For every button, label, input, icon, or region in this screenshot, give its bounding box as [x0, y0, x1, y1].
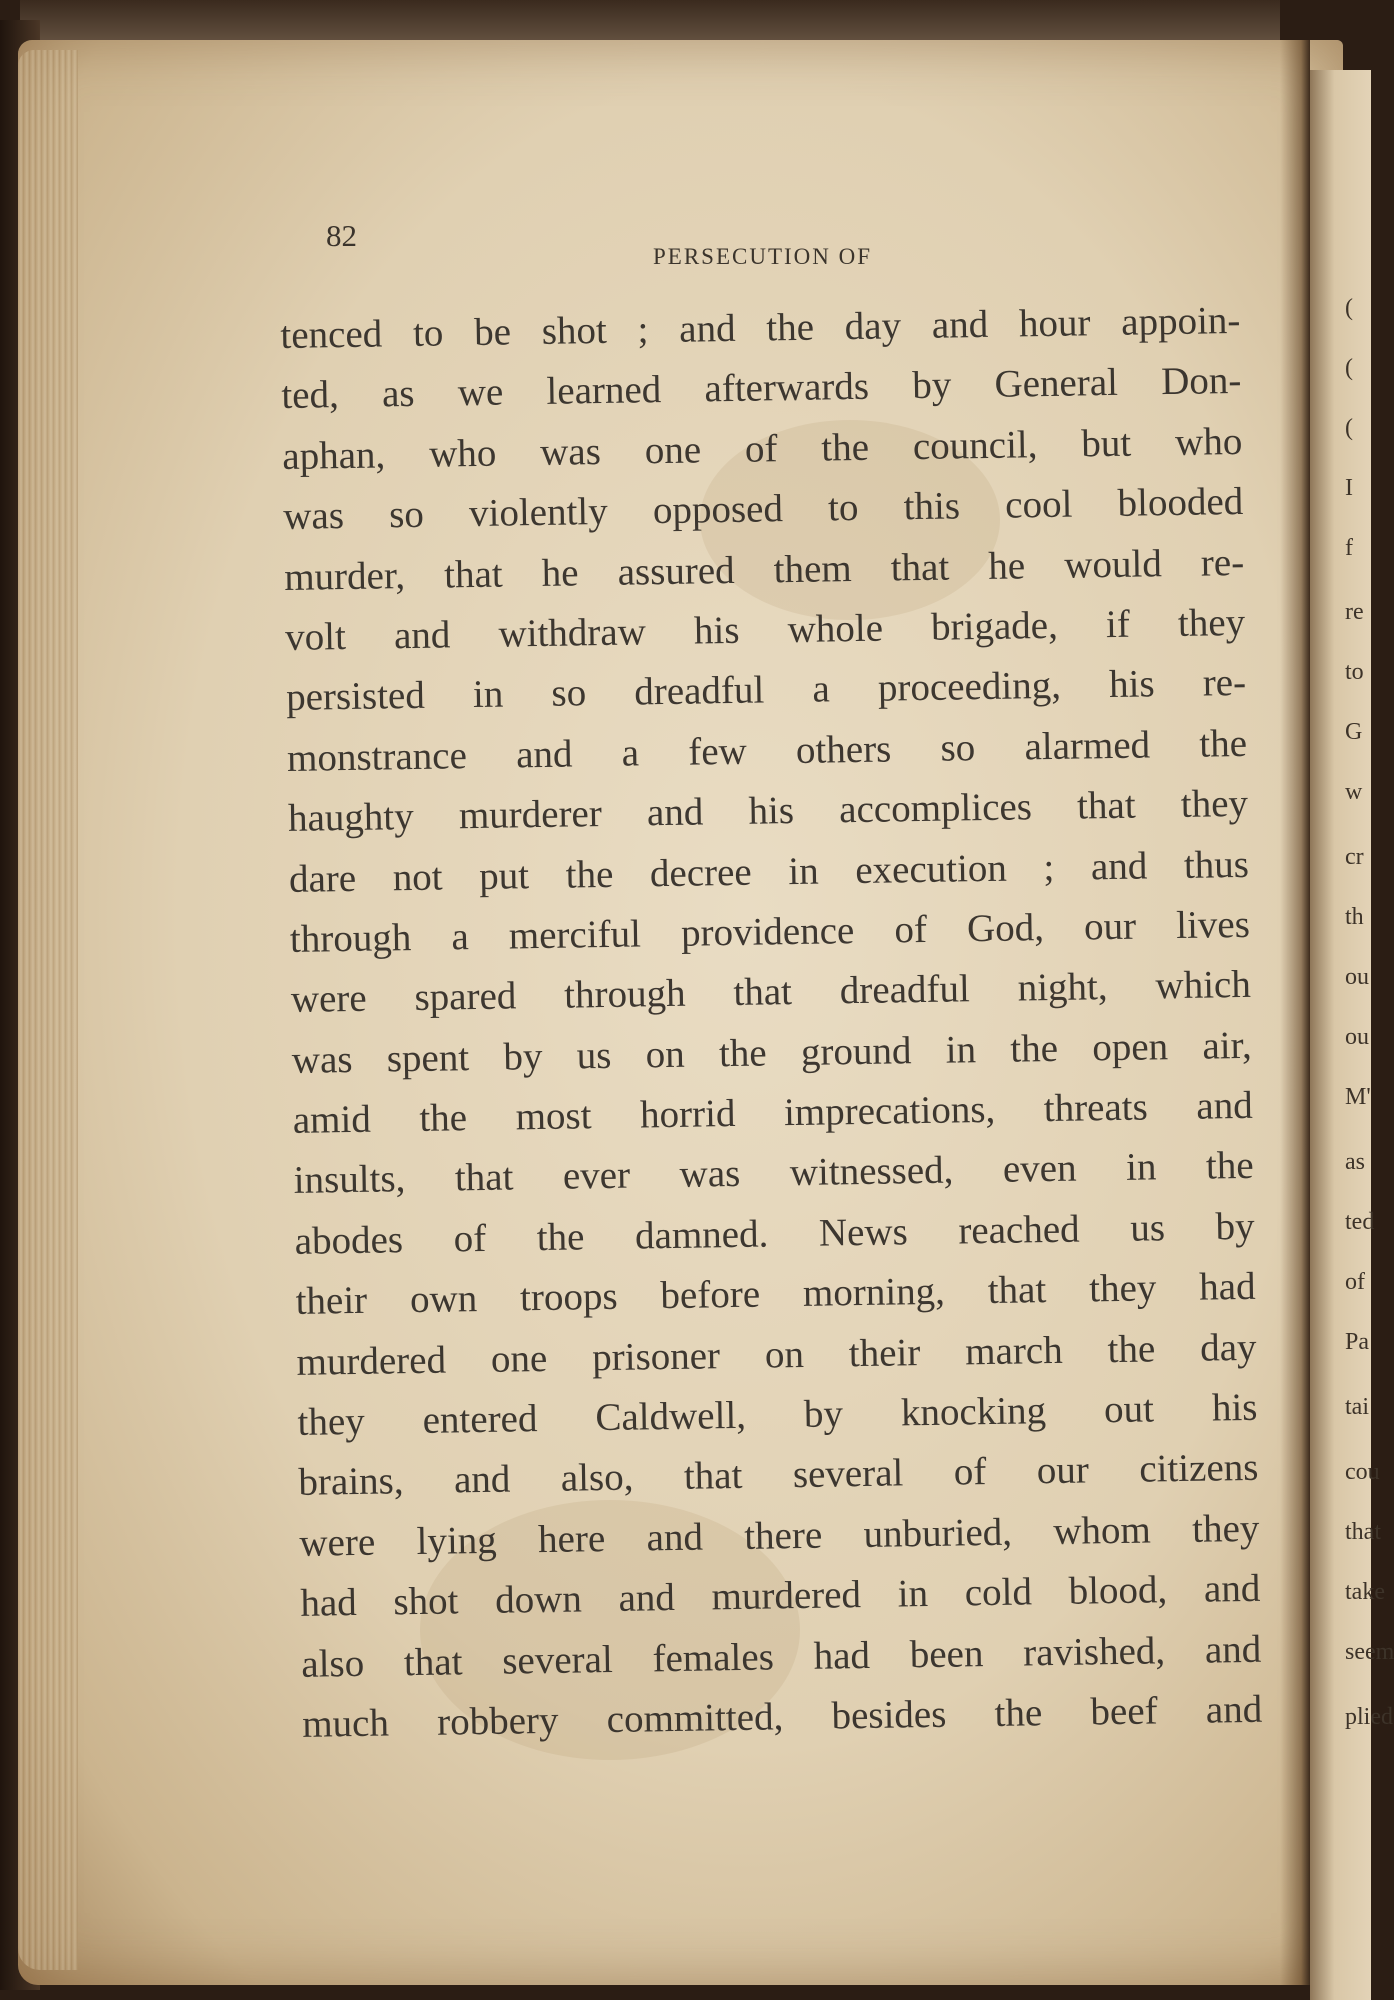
book-gutter — [1280, 40, 1310, 1985]
facing-page-fragment: cr — [1345, 844, 1364, 870]
text-line: insults, that ever was witnessed, even in the — [293, 1144, 1254, 1203]
text-line: their own troops before morning, that they had — [295, 1265, 1256, 1324]
text-line: was spent by us on the ground in the open air, — [291, 1023, 1253, 1082]
facing-page-fragment: take — [1345, 1579, 1385, 1605]
page-number: 82 — [326, 218, 357, 253]
facing-page-fragment: ou — [1345, 964, 1369, 990]
text-line: haughty murderer and his accomplices that they — [287, 781, 1249, 841]
page-stack-edges — [18, 50, 78, 1970]
text-line: brains, and also, that several of our citizens — [298, 1446, 1259, 1505]
facing-page-fragment: Pa — [1345, 1329, 1369, 1355]
running-head: PERSECUTION OF — [653, 244, 873, 269]
facing-page-fragment: I — [1345, 475, 1353, 501]
facing-page-fragment: th — [1345, 904, 1364, 930]
text-line: persisted in so dreadful a proceeding, his re- — [285, 661, 1247, 720]
facing-page-fragment: of — [1345, 1269, 1365, 1295]
facing-page-fragment: ted — [1345, 1209, 1375, 1235]
facing-page-fragment: f — [1345, 535, 1353, 561]
text-line: through a merciful providence of God, our lives — [289, 902, 1251, 961]
text-line: also that several females had been ravished, and — [300, 1627, 1262, 1686]
facing-page-fragment: re — [1345, 599, 1364, 625]
body-text — [280, 291, 1263, 1755]
facing-page-fragment: G — [1345, 719, 1363, 745]
text-line: ted, as we learned afterwards by General Don- — [281, 359, 1242, 418]
text-line: monstrance and a few others so alarmed the — [286, 721, 1248, 780]
text-line: was so violently opposed to this cool blooded — [282, 480, 1244, 539]
facing-page-fragment: w — [1345, 779, 1363, 805]
text-line: volt and withdraw his whole brigade, if they — [284, 600, 1246, 659]
facing-page-fragment: ou — [1345, 1024, 1369, 1050]
text-line: aphan, who was one of the council, but who — [282, 419, 1243, 478]
facing-page-fragment: tai — [1345, 1394, 1369, 1420]
facing-page-fragment: seem — [1345, 1639, 1394, 1665]
text-line: they entered Caldwell, by knocking out his — [297, 1385, 1258, 1444]
facing-page-fragment: cou — [1345, 1459, 1380, 1485]
facing-page-fragment: plied — [1345, 1704, 1393, 1730]
text-line: were spared through that dreadful night, which — [290, 963, 1252, 1022]
text-line: dare not put the decree in execution ; and thus — [288, 842, 1250, 901]
text-line: murdered one prisoner on their march the day — [296, 1325, 1257, 1384]
text-line: tenced to be shot ; and the day and hour appoin- — [280, 298, 1241, 357]
facing-page-fragment: that — [1345, 1519, 1381, 1545]
facing-page-fragment: to — [1345, 659, 1364, 685]
text-line: murder, that he assured them that he would re- — [283, 540, 1245, 599]
facing-page-fragment: ( — [1345, 415, 1353, 441]
text-line: much robbery committed, besides the beef and — [301, 1687, 1263, 1746]
text-line: were lying here and there unburied, whom they — [299, 1506, 1260, 1565]
facing-page-fragment: ( — [1345, 295, 1353, 321]
facing-page-fragment: ( — [1345, 355, 1353, 381]
text-line: abodes of the damned. News reached us by — [294, 1204, 1255, 1263]
facing-page-fragment: as — [1345, 1149, 1365, 1175]
facing-page-fragment: M' — [1345, 1084, 1371, 1110]
text-line: amid the most horrid imprecations, threats and — [292, 1083, 1254, 1142]
text-line: had shot down and murdered in cold blood, and — [300, 1566, 1261, 1626]
